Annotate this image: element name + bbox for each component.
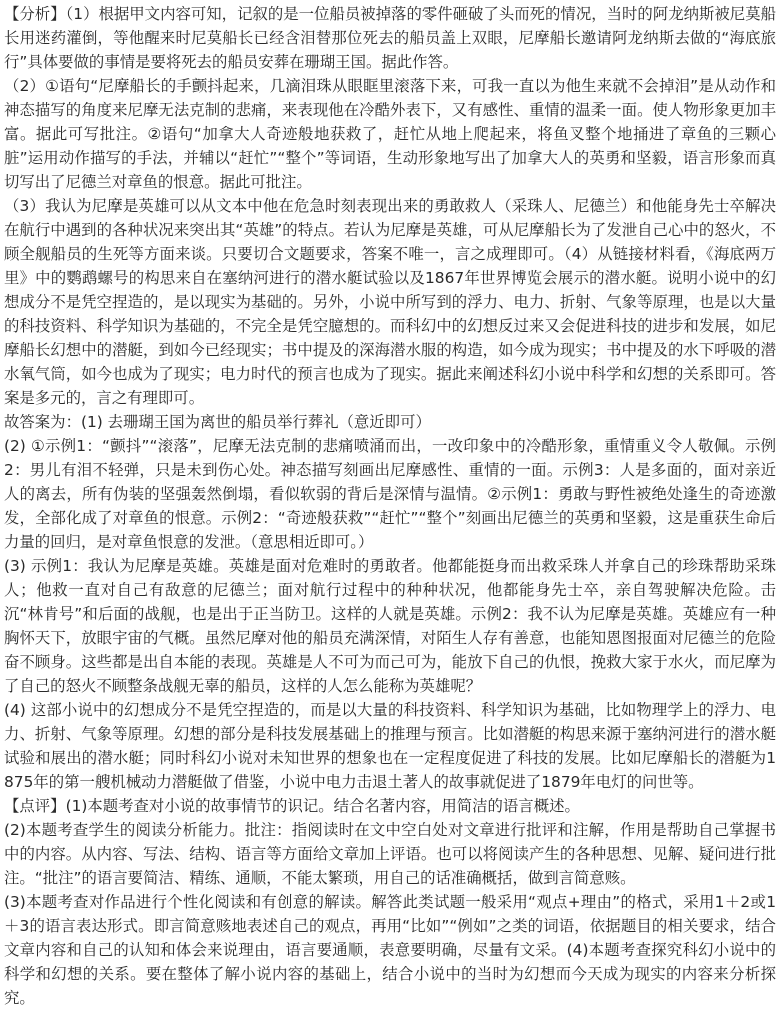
analysis-paragraph-2: （2）①语句“尼摩船长的手颤抖起来，几滴泪珠从眼眶里滚落下来，可我一直以为他生来就不会掉泪”是从动作和神态描写的角度来尼摩无法克制的悲痛，来表现他在冷酷外表下，又有感性、重情的温柔一面。使人物形象更加丰富。据此可写批注。②语句“加拿大人奇迹般地获救了，赶忙从地上爬起来，将鱼叉整个地捅进了章鱼的三颗心脏”运用动作描写的手法，并辅以“赶忙”“整个”等词语，生动形象地写出了加拿大人的英勇和坚毅，语言形象而真切写出了尼德兰对章鱼的恨意。据此可批注。 <box>4 77 776 191</box>
comment-paragraph-1: 【点评】(1)本题考查对小说的故事情节的识记。结合名著内容，用简洁的语言概述。 <box>4 797 580 815</box>
analysis-paragraph-3: （3）我认为尼摩是英雄可以从文本中他在危急时刻表现出来的勇敢救人（采珠人、尼德兰）和他能身先士卒解决在航行中遇到的各种状况来突出其“英雄”的特点。若认为尼摩是英雄，可从尼摩船长为了发泄自己心中的怒火，不顾全舰船员的生死等方面来谈。只要切合文题要求，答案不唯一，言之成理即可。（4）从链接材料看，《海底两万里》中的鹦鹉螺号的构思来自在塞纳河进行的潜水艇试验以及1867年世界博览会展示的潜水艇。说明小说中的幻想成分不是凭空捏造的，是以现实为基础的。另外，小说中所写到的浮力、电力、折射、气象等原理，也是以大量的科技资料、科学知识为基础的，不完全是凭空臆想的。而科幻中的幻想反过来又会促进科技的进步和发展，如尼摩船长幻想中的潜艇，到如今已经现实；书中提及的深海潜水服的构造，如今成为现实；书中提及的水下呼吸的潜水氧气筒，如今也成为了现实；电力时代的预言也成为了现实。据此来阐述科幻小说中科学和幻想的关系即可。答案是多元的，言之有理即可。 <box>4 197 776 407</box>
comment-paragraph-3: (3)本题考查对作品进行个性化阅读和有创意的解读。解答此类试题一般采用“观点+理由”的格式，采用1＋2或1＋3的语言表达形式。即言简意赅地表述自己的观点，再用“比如”“例如”之类的词语，依据题目的相关要求，结合文章内容和自己的认知和体会来说理由，语言要通顺，表意要明确，尽量有文采。(4)本题考查探究科幻小说中的科学和幻想的关系。要在整体了解小说内容的基础上，结合小说中的当时为幻想而今天成为现实的内容来分析探究。 <box>4 893 776 1007</box>
answer-paragraph-1: 故答案为：(1) 去珊瑚王国为离世的船员举行葬礼（意近即可） <box>4 413 431 431</box>
answer-paragraph-3: (3) 示例1：我认为尼摩是英雄。英雄是面对危难时的勇敢者。他都能挺身而出救采珠人并拿自己的珍珠帮助采珠人；他救一直对自己有敌意的尼德兰；面对航行过程中的种种状况，他都能身先士卒，亲自驾驶解决危险。击沉“林肯号”和后面的战舰，也是出于正当防卫。这样的人就是英雄。示例2：我不认为尼摩是英雄。英雄应有一种胸怀天下，放眼宇宙的气概。虽然尼摩对他的船员充满深情，对陌生人存有善意，也能知恩图报面对尼德兰的危险奋不顾身。这些都是出自本能的表现。英雄是人不可为而己可为，能放下自己的仇恨，挽救大家于水火，而尼摩为了自己的怒火不顾整条战舰无辜的船员，这样的人怎么能称为英雄呢？ <box>4 557 776 695</box>
answer-paragraph-4: (4) 这部小说中的幻想成分不是凭空捏造的，而是以大量的科技资料、科学知识为基础，比如物理学上的浮力、电力、折射、气象等原理。幻想的部分是科技发展基础上的推理与预言。比如潜艇的构思来源于塞纳河进行的潜水艇试验和展出的潜水艇；同时科幻小说对未知世界的想象也在一定程度促进了科技的发展。比如尼摩船长的潜艇为1875年的第一艘机械动力潜艇做了借鉴，小说中电力击退土著人的故事就促进了1879年电灯的问世等。 <box>4 701 776 791</box>
analysis-paragraph-1: 【分析】（1）根据甲文内容可知，记叙的是一位船员被掉落的零件砸破了头而死的情况，当时的阿龙纳斯被尼莫船长用迷药灌倒，等他醒来时尼莫船长已经含泪替那位死去的船员盖上双眼，尼摩船长邀请阿龙纳斯去做的“海底旅行”具体要做的事情是要将死去的船员安葬在珊瑚王国。据此作答。 <box>4 5 776 71</box>
comment-paragraph-2: (2)本题考查学生的阅读分析能力。批注：指阅读时在文中空白处对文章进行批评和注解，作用是帮助自己掌握书中的内容。从内容、写法、结构、语言等方面给文章加上评语。也可以将阅读产生的各种思想、见解、疑问进行批注。“批注”的语言要简洁、精练、通顺，不能太繁琐，用自己的话准确概括，做到言简意赅。 <box>4 821 776 887</box>
answer-analysis-document <box>4 2 776 1010</box>
answer-paragraph-2: (2) ①示例1：“颤抖”“滚落”，尼摩无法克制的悲痛喷涌而出，一改印象中的冷酷形象，重情重义令人敬佩。示例2：男儿有泪不轻弹，只是未到伤心处。神态描写刻画出尼摩感性、重情的一面。示例3：人是多面的，面对亲近人的离去，所有伪装的坚强轰然倒塌，看似软弱的背后是深情与温情。②示例1：勇敢与野性被绝处逢生的奇迹激发，全部化成了对章鱼的恨意。示例2：“奇迹般获救”“赶忙”“整个”刻画出尼德兰的英勇和坚毅，这是重获生命后力量的回归，是对章鱼恨意的发泄。（意思相近即可。） <box>4 437 776 551</box>
